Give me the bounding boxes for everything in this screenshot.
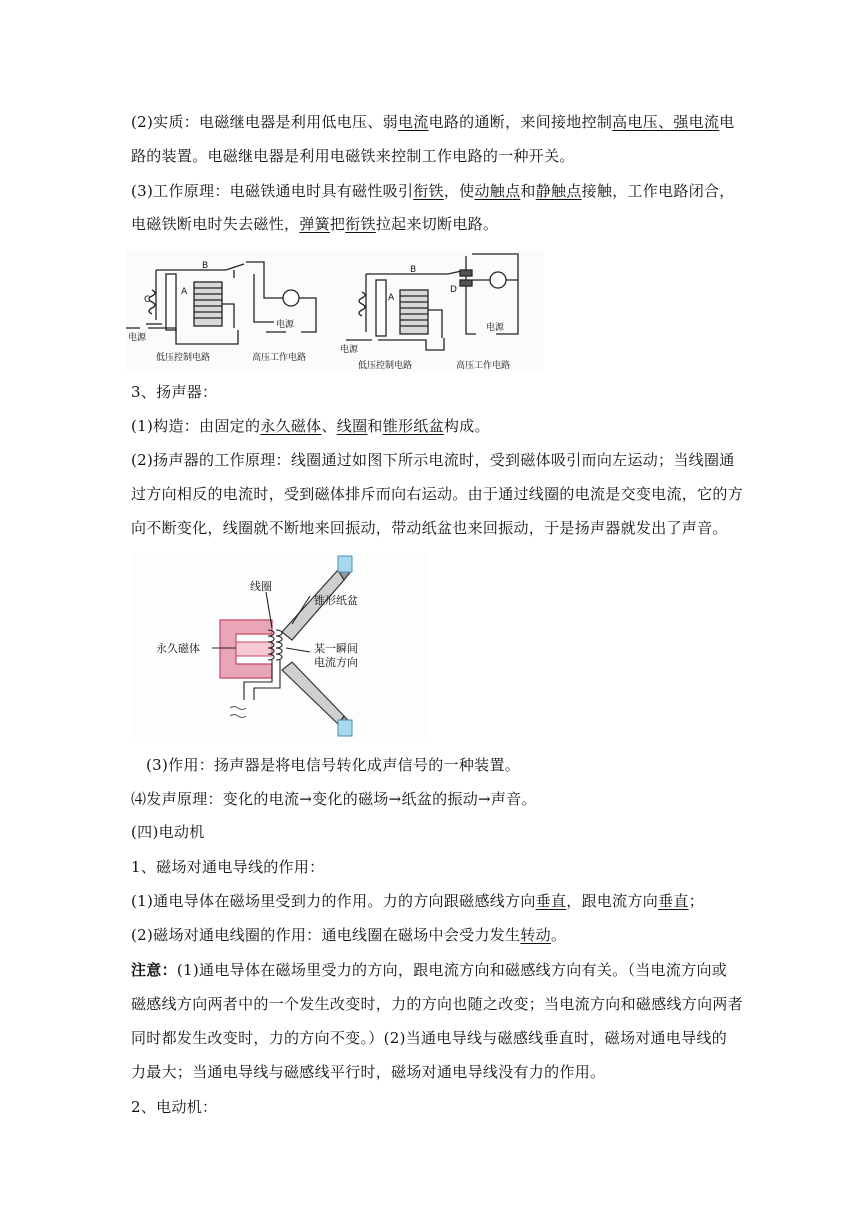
- label-current-direction: 电流方向: [314, 656, 358, 669]
- label-coil: 线圈: [250, 580, 272, 593]
- text-run: ，跟电流方向: [566, 892, 659, 910]
- caption-high-voltage-circuit: 高压工作电路: [456, 361, 511, 371]
- speaker-structure: [131, 416, 490, 436]
- label-permanent-magnet: 永久磁体: [156, 642, 200, 655]
- underlined-term: 动触点: [474, 182, 521, 200]
- underlined-term: 静触点: [535, 182, 582, 200]
- speaker-principle-line-1: (2)扬声器的工作原理：线圈通过如图下所示电流时，受到磁体吸引而向左运动；当线圈通: [131, 451, 735, 469]
- speaker-diagram-svg: [132, 552, 428, 742]
- speaker-principle-line-3: 向不断变化，线圈就不断地来回振动，带动纸盆也来回振动，于是扬声器就发出了声音。: [131, 519, 728, 537]
- label-b: B: [202, 261, 209, 271]
- motor-note-line-1: [131, 960, 727, 980]
- text-run: 接触，工作电路闭合，: [581, 182, 735, 200]
- text-run: (1)通电导体在磁场里受到力的作用。力的方向跟磁感线方向: [131, 892, 536, 910]
- relay-principle-line-2: [131, 214, 498, 234]
- speaker-heading: 3、扬声器：: [131, 383, 218, 401]
- text-run: (1)通电导体在磁场里受力的方向，跟电流方向和磁感线方向有关。（当电流方向或: [176, 961, 728, 979]
- underlined-term: 电流: [397, 113, 429, 131]
- text-run: 、: [321, 417, 337, 435]
- relay-principle-line-1: [131, 181, 735, 201]
- relay-essence-line-1: [131, 112, 735, 132]
- note-label: 注意：: [131, 961, 177, 979]
- text-run: 构成。: [443, 417, 490, 435]
- speaker-sound-principle: ⑷发声原理：变化的电流→变化的磁场→纸盆的振动→声音。: [131, 790, 537, 808]
- label-b: B: [410, 265, 417, 275]
- speaker-principle-line-2: 过方向相反的电流时，受到磁体排斥而向右运动。由于通过线圈的电流是交变电流，它的方: [131, 485, 744, 503]
- underlined-term: 垂直: [535, 892, 567, 910]
- underlined-term: 锥形纸盆: [382, 417, 444, 435]
- text-run: 电路的通断，来间接地控制: [428, 113, 613, 131]
- label-power-low: 电源: [128, 333, 147, 343]
- text-run: 电: [719, 113, 735, 131]
- caption-high-voltage-circuit: 高压工作电路: [252, 353, 307, 363]
- underlined-term: 转动: [520, 926, 551, 944]
- text-run: ，使: [443, 182, 475, 200]
- text-run: (3)工作原理：电磁铁通电时具有磁性吸引: [131, 182, 414, 200]
- underlined-term: 衔铁: [345, 215, 376, 233]
- underlined-term: 高电压、强电流: [612, 113, 720, 131]
- text-run: 和: [367, 417, 383, 435]
- motor-subheading-1: 1、磁场对通电导线的作用：: [131, 858, 325, 876]
- text-run: 电磁铁断电时失去磁性，: [131, 215, 300, 233]
- underlined-term: 线圈: [336, 417, 368, 435]
- underlined-term: 永久磁体: [260, 417, 322, 435]
- relay-essence-line-2: 路的装置。电磁继电器是利用电磁铁来控制工作电路的一种开关。: [131, 147, 575, 165]
- label-power-high: 电源: [276, 320, 295, 330]
- motor-point-1: [131, 891, 704, 911]
- caption-low-voltage-circuit: 低压控制电路: [156, 353, 211, 363]
- label-a: A: [181, 287, 188, 297]
- label-c: C: [144, 295, 151, 305]
- underlined-term: 弹簧: [299, 215, 330, 233]
- motor-note-line-4: 力最大；当通电导线与磁感线平行时，磁场对通电导线没有力的作用。: [131, 1063, 606, 1081]
- text-run: 。: [550, 926, 567, 944]
- text-run: 把: [329, 215, 346, 233]
- speaker-diagram: [132, 552, 428, 742]
- label-cone: 锥形纸盆: [314, 594, 358, 607]
- motor-subheading-2: 2、电动机：: [131, 1098, 218, 1116]
- text-run: 拉起来切断电路。: [375, 215, 499, 233]
- label-instant: 某一瞬间: [314, 642, 358, 655]
- label-power-low: 电源: [340, 345, 359, 355]
- speaker-function: (3)作用：扬声器是将电信号转化成声信号的一种装置。: [146, 756, 521, 774]
- motor-heading: (四)电动机: [131, 823, 205, 841]
- caption-low-voltage-circuit: 低压控制电路: [358, 361, 413, 371]
- relay-diagram-svg: [126, 250, 544, 372]
- motor-point-2: [131, 925, 566, 945]
- text-run: (1)构造：由固定的: [131, 417, 261, 435]
- label-d: D: [450, 285, 457, 295]
- underlined-term: 垂直: [658, 892, 689, 910]
- text-run: ；: [688, 892, 704, 910]
- motor-note-line-2: 磁感线方向两者中的一个发生改变时，力的方向也随之改变；当电流方向和磁感线方向两者: [131, 995, 744, 1013]
- text-run: 和: [520, 182, 536, 200]
- underlined-term: 衔铁: [413, 182, 444, 200]
- label-a: A: [388, 293, 395, 303]
- text-run: (2)磁场对通电线圈的作用：通电线圈在磁场中会受力发生: [131, 926, 521, 944]
- relay-diagram: [126, 250, 544, 372]
- text-run: (2)实质：电磁继电器是利用低电压、弱: [131, 113, 398, 131]
- label-power-high: 电源: [486, 323, 505, 333]
- motor-note-line-3: 同时都发生改变时，力的方向不变。）(2)当通电导线与磁感线垂直时，磁场对通电导线的: [131, 1029, 728, 1047]
